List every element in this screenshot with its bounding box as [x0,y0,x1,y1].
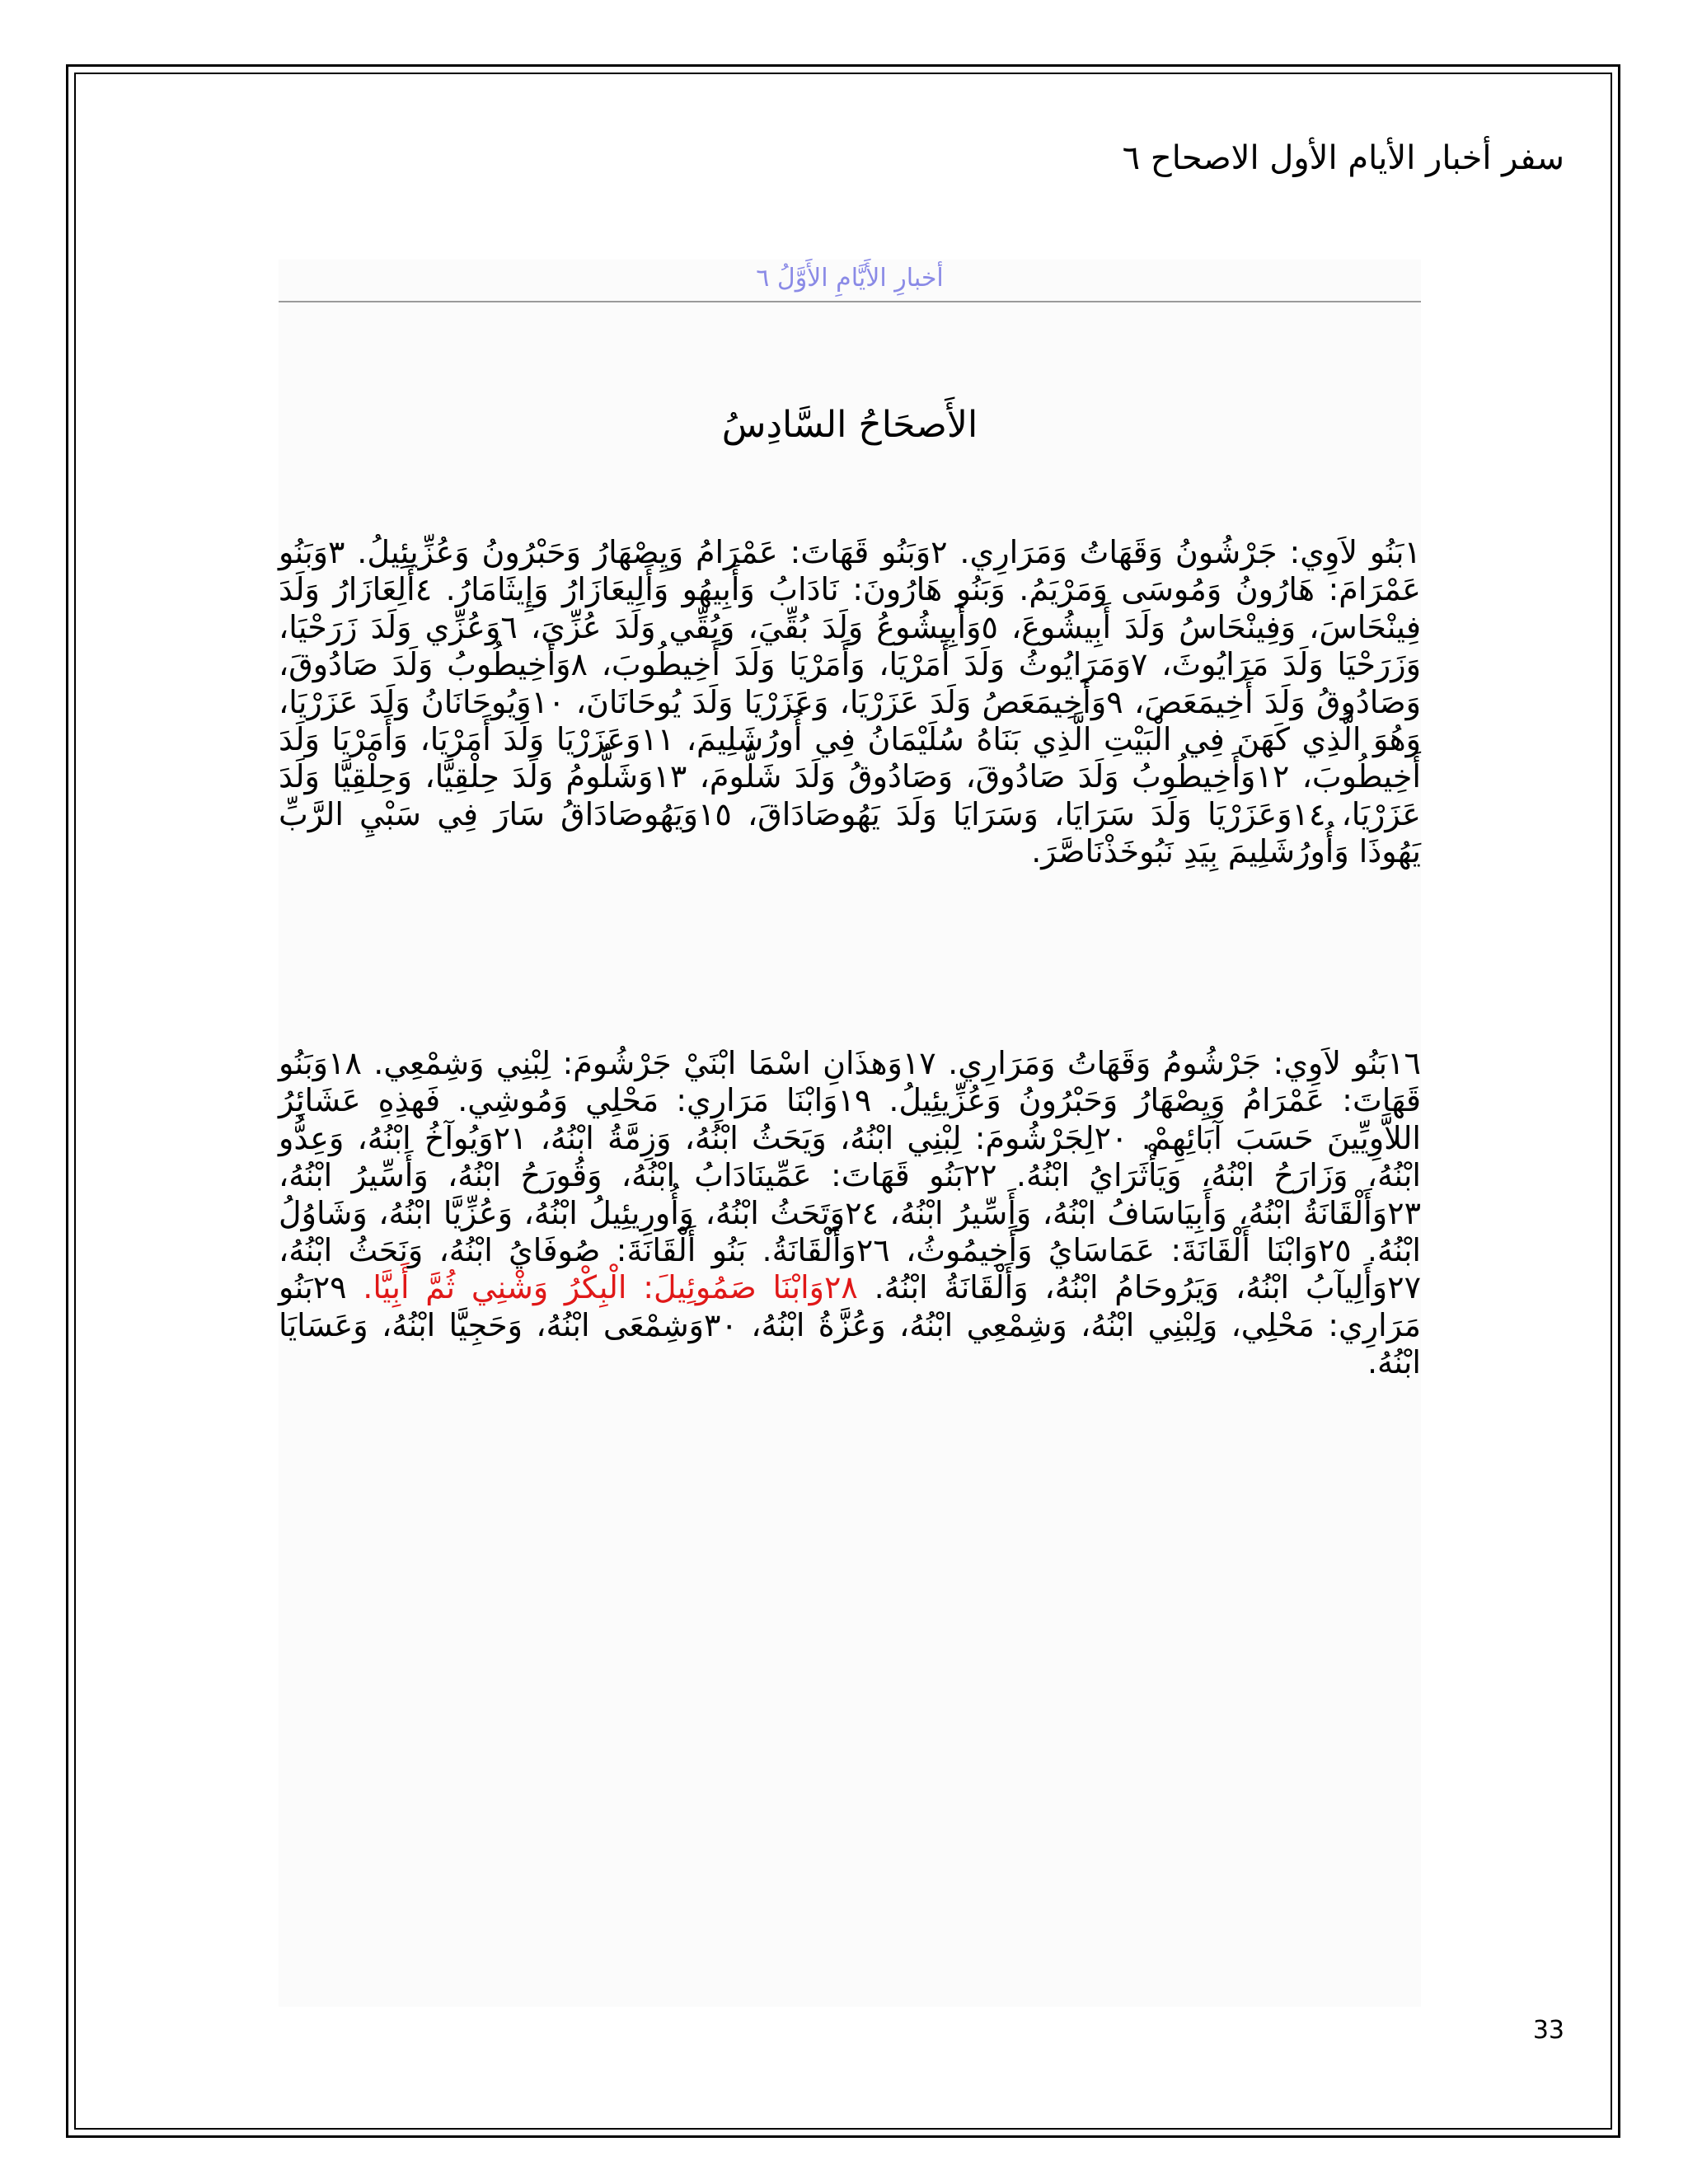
verse: ٧وَمَرَايُوثُ وَلَدَ أَمَرْيَا، وَأَمَرْيَا وَلَدَ أَخِيطُوبَ، [601,646,1148,683]
verse: ١٣وَشَلُّومُ وَلَدَ حِلْقِيَّا، وَحِلْقِيَّا وَلَدَ عَزَرْيَا، [279,758,1421,832]
verse: ١٨وَبَنُو قَهَاتَ: عَمْرَامُ وَيِصْهَارُ وَحَبْرُونُ وَعُزِّيئِيلُ. [279,1045,1421,1119]
verse: ١٧وَهذَانِ اسْمَا ابْنَيْ جَرْشُومَ: لِبْنِي وَشِمْعِي. [373,1045,936,1081]
verse: ١٩وَابْنَا مَرَارِي: مَحْلِي وَمُوشِي. فَهذِهِ عَشَائِرُ اللاَّوِيِّينَ حَسَبَ آبَائِهِمْ. [279,1082,1421,1156]
document-header-title: سفر أخبار الأيام الأول الاصحاح ٦ [1122,139,1564,177]
verse: ٢٦وَأَلْقَانَةُ. بَنُو أَلْقَانَةَ: صُوفَايُ ابْنُهُ، وَنَحَثُ ابْنُهُ، [279,1232,890,1269]
verse: ٢٤وَتَحَثُ ابْنُهُ، وَأُورِيئِيلُ ابْنُهُ، وَعُزِّيَّا ابْنُهُ، وَشَاوُلُ ابْنُهُ. [279,1194,1421,1269]
verse: ٢٧وَأَلِيآبُ ابْنُهُ، وَيَرُوحَامُ ابْنُهُ، وَأَلْقَانَةُ ابْنُهُ. [874,1269,1421,1306]
verse: ٣وَبَنُو عَمْرَامَ: هَارُونُ وَمُوسَى وَمَرْيَمُ. وَبَنُو هَارُونَ: نَادَابُ وَأَبِيهُو وَأَلِيعَازَارُ وَإِيثَامَارُ. [279,534,1421,608]
verse: ١٤وَعَزَرْيَا وَلَدَ سَرَايَا، وَسَرَايَا وَلَدَ يَهُوصَادَاقَ، [748,795,1326,832]
verse: ١٦بَنُو لاَوِي: جَرْشُومُ وَقَهَاتُ وَمَرَارِي. [948,1045,1421,1081]
verse: ٤أَلِعَازَارُ وَلَدَ فِينْحَاسَ، وَفِينْحَاسُ وَلَدَ أَبِيشُوعَ، [279,571,1421,645]
verse: ٦وَعُزِّي وَلَدَ زَرَحْيَا، وَزَرَحْيَا وَلَدَ مَرَايُوثَ، [279,608,1421,683]
verse: ١٠وَيُوحَانَانُ وَلَدَ عَزَرْيَا، وَهُوَ الَّذِي كَهَنَ فِي الْبَيْتِ الَّذِي بَنَاهُ سُلَيْمَانُ فِي أُورُشَلِيمَ، [279,683,1421,758]
chapter-title: الأَصحَاحُ السَّادِسُ [721,404,978,446]
verse: ٨وَأَخِيطُوبُ وَلَدَ صَادُوقَ، وَصَادُوقُ وَلَدَ أَخِيمَعَصَ، [279,646,1421,720]
verse: ٢٥وَابْنَا أَلْقَانَةَ: عَمَاسَايُ وَأَخِيمُوثُ، [905,1232,1352,1269]
verse: ٢٠لِجَرْشُومَ: لِبْنِي ابْنُهُ، وَيَحَثُ ابْنُهُ، وَزِمَّةُ ابْنُهُ، [540,1119,1128,1156]
verse: ٢١وَيُوآخُ ابْنُهُ، وَعِدُّو ابْنُهُ، وَزَارَحُ ابْنُهُ، وَيَأْثَرَايُ ابْنُهُ. [279,1119,1421,1194]
running-head: أخبارِ الأَيَّامِ الأَوَّلُ ٦ [756,264,944,293]
verse: ٢وَبَنُو قَهَاتَ: عَمْرَامُ وَيِصْهَارُ وَحَبْرُونُ وَعُزِّيئِيلُ. [357,534,948,570]
verse: ٢٩بَنُو مَرَارِي: مَحْلِي، وَلِبْنِي ابْنُهُ، وَشِمْعِي ابْنُهُ، وَعُزَّةُ ابْنُهُ، [279,1269,1421,1343]
verse: ٢٢بَنُو قَهَاتَ: عَمِّينَادَابُ ابْنُهُ، وَقُورَحُ ابْنُهُ، وَأَسِّيرُ ابْنُهُ، [279,1157,997,1194]
verse: ٢٨وَابْنَا صَمُوئِيلَ: الْبِكْرُ وَشْنِي ثُمَّ أَبِيَّا. [363,1269,858,1306]
paragraph-2 [279,1045,1421,1382]
verse: ١٥وَيَهُوصَادَاقُ سَارَ فِي سَبْيِ الرَّبِّ يَهُوذَا وَأُورُشَلِيمَ بِيَدِ نَبُوخَذْنَاصَّرَ. [279,795,1421,870]
running-head-rule [279,301,1421,302]
paragraph-1 [279,534,1421,871]
page-number: 33 [1532,2016,1564,2045]
verse: ٢٣وَأَلْقَانَةُ ابْنُهُ، وَأَبِيَاسَافُ ابْنُهُ، وَأَسِّيرُ ابْنُهُ، [889,1194,1421,1231]
verse: ١١وَعَزَرْيَا وَلَدَ أَمَرْيَا، وَأَمَرْيَا وَلَدَ أَخِيطُوبَ، [279,721,1421,795]
verse: ٣٠وَشِمْعَى ابْنُهُ، وَحَجِيَّا ابْنُهُ، وَعَسَايَا ابْنُهُ. [279,1306,1421,1381]
verse: ٩وَأَخِيمَعَصُ وَلَدَ عَزَرْيَا، وَعَزَرْيَا وَلَدَ يُوحَانَانَ، [575,683,1123,720]
verse: ١٢وَأَخِيطُوبُ وَلَدَ صَادُوقَ، وَصَادُوقُ وَلَدَ شَلُّومَ، [699,758,1290,795]
verse: ١بَنُو لاَوِي: جَرْشُونُ وَقَهَاتُ وَمَرَارِي. [959,534,1421,570]
verse: ٥وَأَبِيشُوعُ وَلَدَ بُقِّيَ، وَبُقِّي وَلَدَ عُزِّيَ، [530,608,998,645]
